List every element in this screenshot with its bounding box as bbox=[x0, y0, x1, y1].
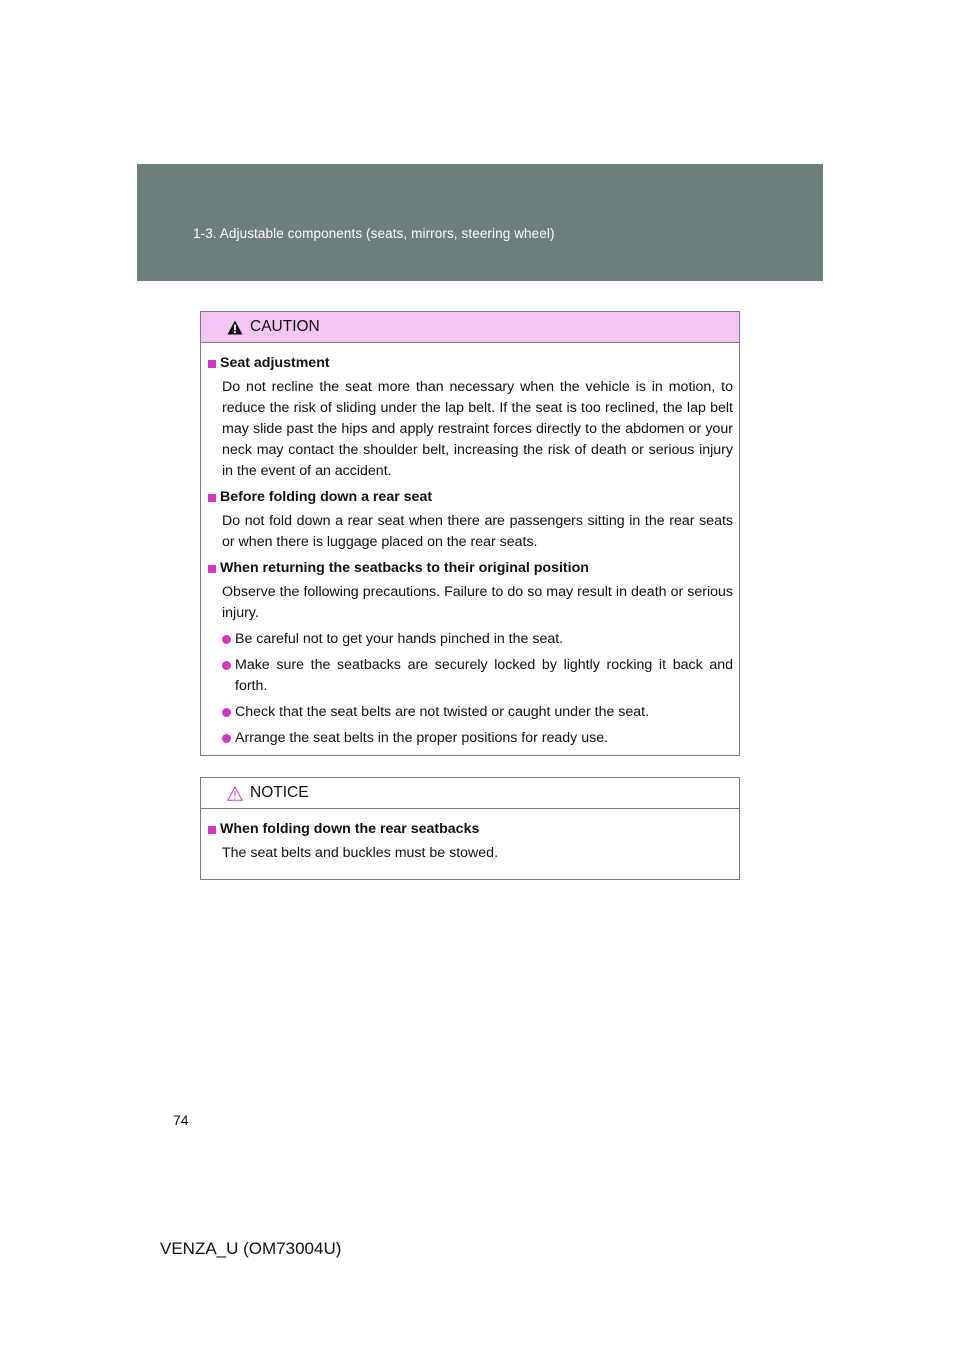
section-paragraph: Do not fold down a rear seat when there are passengers sitting in the rear seats or when there is luggage placed on the rear seats. bbox=[222, 513, 733, 550]
caution-box bbox=[200, 311, 740, 756]
chapter-header-band bbox=[137, 164, 823, 281]
list-item bbox=[208, 728, 733, 749]
notice-box bbox=[200, 777, 740, 880]
warning-outline-icon bbox=[227, 786, 243, 801]
section-paragraph: Observe the following precautions. Failure to do so may result in death or serious injury. bbox=[222, 584, 733, 621]
section-heading bbox=[208, 558, 733, 579]
section-paragraph: The seat belts and buckles must be stowed. bbox=[222, 845, 499, 861]
warning-filled-icon bbox=[227, 320, 243, 335]
section-heading-text: Before folding down a rear seat bbox=[220, 489, 433, 505]
list-item-text: Arrange the seat belts in the proper positions for ready use. bbox=[235, 730, 609, 746]
chapter-title: 1-3. Adjustable components (seats, mirrors, steering wheel) bbox=[193, 226, 555, 241]
caution-body bbox=[201, 343, 739, 749]
square-bullet-icon bbox=[208, 494, 216, 502]
notice-body bbox=[201, 809, 739, 864]
section-heading bbox=[208, 487, 733, 508]
notice-header bbox=[201, 778, 739, 809]
list-item-text: Check that the seat belts are not twisted or caught under the seat. bbox=[235, 704, 650, 720]
list-item-text: Make sure the seatbacks are securely locked by lightly rocking it back and forth. bbox=[235, 657, 733, 694]
notice-title: NOTICE bbox=[250, 784, 309, 801]
section-paragraph: Do not recline the seat more than necessary when the vehicle is in motion, to reduce the risk of sliding under the lap belt. If the seat is too reclined, the lap belt may slide past the hips and apply restraint forces directly to the abdomen or your neck may contact the shoulder belt, increasing the risk of death or serious injury in the event of an accident. bbox=[222, 379, 733, 479]
caution-header bbox=[201, 312, 739, 343]
section-heading bbox=[208, 353, 733, 374]
round-bullet-icon bbox=[222, 734, 231, 743]
document-code: VENZA_U (OM73004U) bbox=[160, 1239, 342, 1258]
round-bullet-icon bbox=[222, 635, 231, 644]
round-bullet-icon bbox=[222, 661, 231, 670]
list-item-text: Be careful not to get your hands pinched in the seat. bbox=[235, 631, 564, 647]
list-item bbox=[208, 702, 733, 723]
section-heading-text: When folding down the rear seatbacks bbox=[220, 821, 480, 837]
caution-title: CAUTION bbox=[250, 318, 320, 335]
section-heading-text: When returning the seatbacks to their original position bbox=[220, 560, 589, 576]
square-bullet-icon bbox=[208, 826, 216, 834]
page-number: 74 bbox=[173, 1112, 189, 1128]
square-bullet-icon bbox=[208, 565, 216, 573]
round-bullet-icon bbox=[222, 708, 231, 717]
list-item bbox=[208, 629, 733, 650]
square-bullet-icon bbox=[208, 360, 216, 368]
section-heading bbox=[208, 819, 733, 840]
list-item bbox=[208, 655, 733, 697]
section-heading-text: Seat adjustment bbox=[220, 355, 330, 371]
